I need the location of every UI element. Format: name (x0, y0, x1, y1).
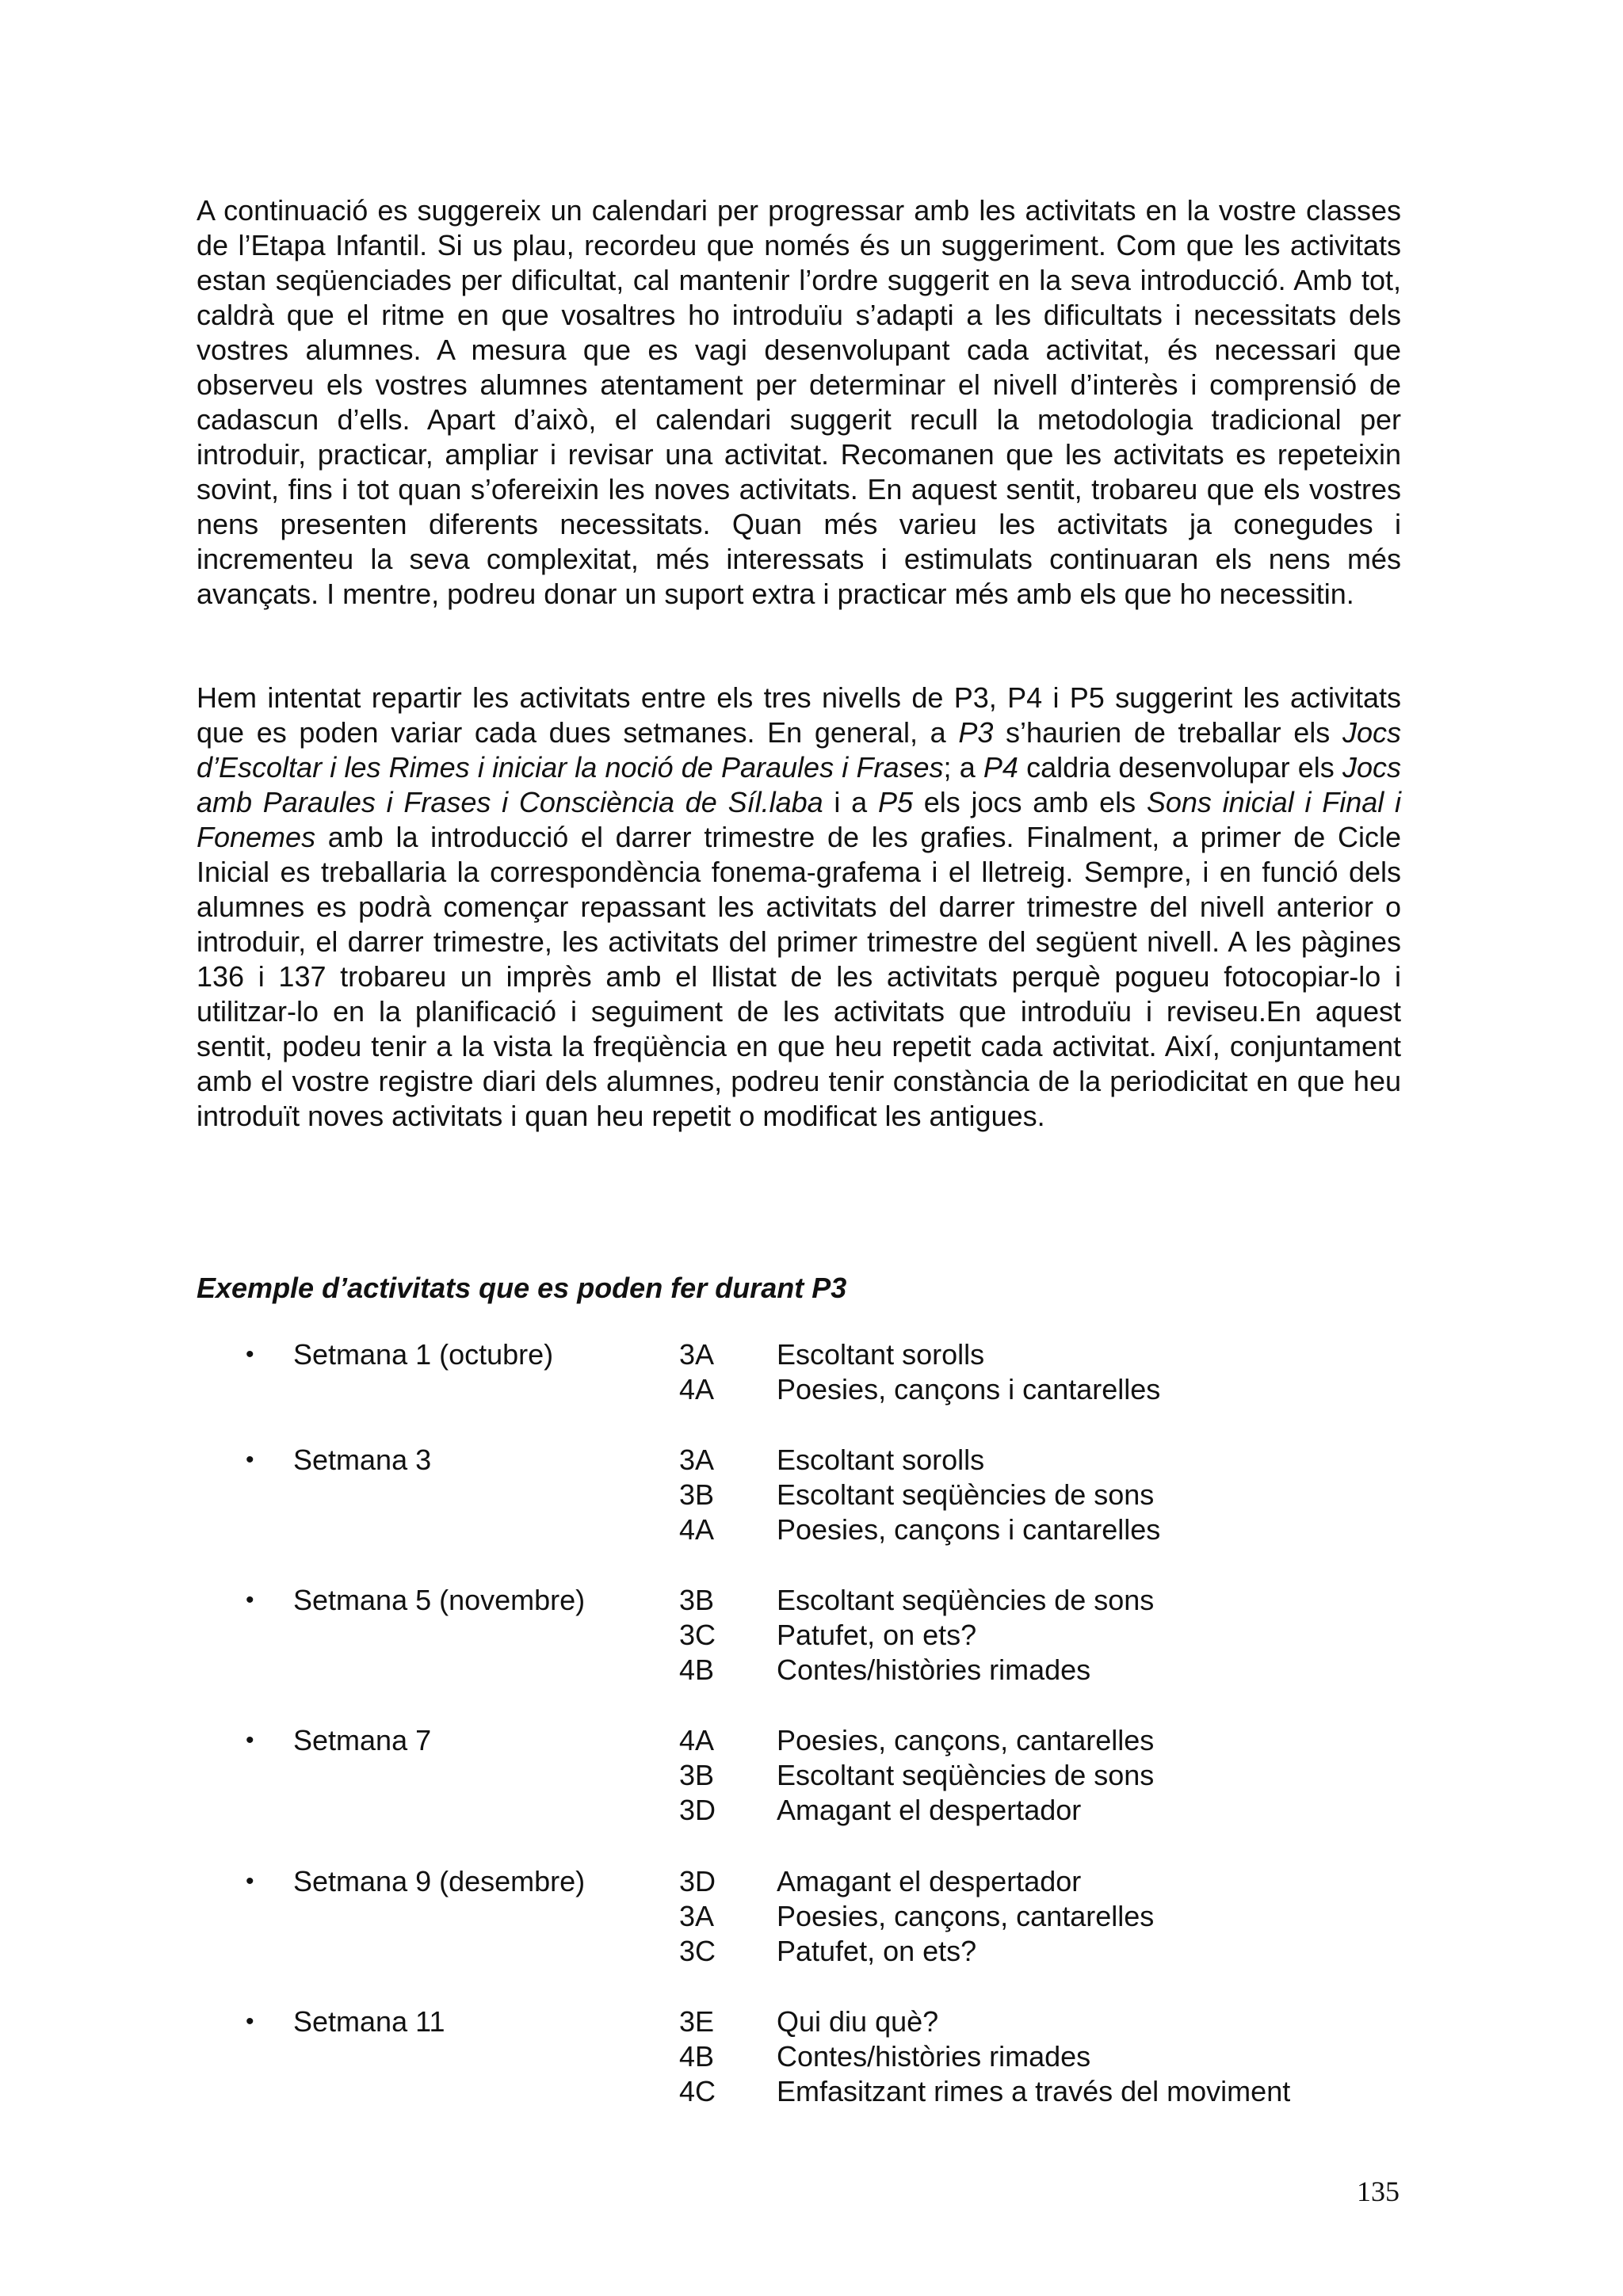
activity-name: Poesies, cançons, cantarelles (777, 1900, 1155, 1932)
italic-run: Sons inicial i Final i Fonemes (197, 786, 1401, 853)
activity-row (0, 1512, 1623, 1547)
activity-name: Emfasitzant rimes a través del moviment (777, 2075, 1291, 2107)
text-run: i a (823, 786, 878, 818)
bullet-icon: • (246, 1341, 254, 1367)
bullet-icon: • (246, 1868, 254, 1894)
activity-name: Qui diu què? (777, 2005, 939, 2038)
activity-row (0, 1583, 1623, 1618)
activity-name: Escoltant seqüències de sons (777, 1759, 1155, 1791)
activity-code: 3C (679, 1935, 716, 1967)
italic-run: P3 (958, 716, 994, 749)
activity-code: 3E (679, 2005, 715, 2038)
week-label: Setmana 7 (293, 1724, 432, 1756)
activity-code: 4C (679, 2075, 716, 2107)
activity-code: 4A (679, 1513, 715, 1546)
activity-name: Escoltant sorolls (777, 1444, 985, 1476)
page-number: 135 (1357, 2176, 1400, 2207)
text-run: caldria desenvolupar els (1018, 751, 1342, 784)
activity-code: 3B (679, 1478, 715, 1511)
activity-code: 3B (679, 1584, 715, 1616)
activity-name: Amagant el despertador (777, 1794, 1082, 1826)
activity-code: 3C (679, 1619, 716, 1651)
italic-run: Jocs amb Paraules i Frases i Consciència de Síl.laba (197, 751, 1402, 818)
activity-code: 4B (679, 2040, 715, 2073)
activity-name: Poesies, cançons, cantarelles (777, 1724, 1155, 1756)
activity-name: Contes/històries rimades (777, 2040, 1091, 2073)
text-run: els jocs amb els (912, 786, 1147, 818)
activity-row (0, 1478, 1623, 1512)
activity-code: 3B (679, 1759, 715, 1791)
activity-name: Contes/històries rimades (777, 1653, 1091, 1686)
bullet-icon: • (246, 2008, 254, 2035)
activity-row (0, 2039, 1623, 2074)
week-label: Setmana 5 (novembre) (293, 1584, 586, 1616)
bullet-icon: • (246, 1727, 254, 1753)
activity-code: 4B (679, 1653, 715, 1686)
activity-row (0, 2074, 1623, 2109)
schedule-heading: Exemple d’activitats que es poden fer durant P3 (197, 1272, 847, 1304)
activity-row (0, 1934, 1623, 1969)
intro-paragraph: A continuació es suggereix un calendari per progressar amb les activitats en la vostre classes de l’Etapa Infantil. Si us plau, recordeu que només és un suggeriment. Com que les activitats estan seqüenciades per dificultat, cal mantenir l’ordre suggerit en la seva introducció. Amb tot, caldrà que el ritme en que vosaltres ho introduïu s’adapti a les dificultats i necessitats dels vostres alumnes. A mesura que es vagi desenvolupant cada activitat, és necessari que observeu els vostres alumnes atentament per determinar el nivell d’interès i comprensió de cadascun d’ells. Apart d’això, el calendari suggerit recull la metodologia tradicional per introduir, practicar, ampliar i revisar una activitat. Recomanen que les activitats es repeteixin sovint, fins i tot quan s’ofereixin les noves activitats. En aquest sentit, trobareu que els vostres nens presenten diferents necessitats. Quan més varieu les activitats ja conegudes i incrementeu la seva complexitat, més interessats i estimulats continuaran els nens més avançats. I mentre, podreu donar un suport extra i practicar més amb els que ho necessitin. (197, 194, 1401, 610)
levels-paragraph (197, 681, 1401, 1134)
italic-run: Jocs d’Escoltar i les Rimes i iniciar la noció de Paraules i Frases (197, 716, 1401, 784)
activity-name: Poesies, cançons i cantarelles (777, 1513, 1161, 1546)
activity-row (0, 2004, 1623, 2039)
activity-row (0, 1372, 1623, 1407)
week-label: Setmana 9 (desembre) (293, 1865, 586, 1897)
week-label: Setmana 1 (octubre) (293, 1338, 554, 1371)
text-run: s’haurien de treballar els (993, 716, 1342, 749)
activity-row (0, 1899, 1623, 1934)
activity-row (0, 1723, 1623, 1758)
activity-row (0, 1653, 1623, 1688)
activity-row (0, 1864, 1623, 1899)
activity-row (0, 1337, 1623, 1372)
activity-name: Escoltant seqüències de sons (777, 1478, 1155, 1511)
activity-code: 3A (679, 1444, 715, 1476)
bullet-icon: • (246, 1447, 254, 1473)
activity-row (0, 1758, 1623, 1793)
activity-name: Escoltant seqüències de sons (777, 1584, 1155, 1616)
activity-code: 3A (679, 1338, 715, 1371)
activity-name: Patufet, on ets? (777, 1619, 977, 1651)
activity-row (0, 1793, 1623, 1828)
activity-name: Poesies, cançons i cantarelles (777, 1373, 1161, 1405)
activity-code: 3A (679, 1900, 715, 1932)
activity-name: Amagant el despertador (777, 1865, 1082, 1897)
bullet-icon: • (246, 1587, 254, 1613)
activity-name: Escoltant sorolls (777, 1338, 985, 1371)
activity-row (0, 1618, 1623, 1653)
activity-row (0, 1443, 1623, 1478)
text-run: ; a (943, 751, 983, 784)
italic-run: P4 (983, 751, 1018, 784)
text-run: amb la introducció el darrer trimestre de les grafies. Finalment, a primer de Cicle Inicial es treballaria la correspondència fonema-grafema i el lletreig. Sempre, i en funció dels alumnes es podrà començar repassant les activitats del darrer trimestre del nivell anterior o introduir, el darrer trimestre, les activitats del primer trimestre del següent nivell. A les pàgines 136 i 137 trobareu un imprès amb el llistat de les activitats perquè pogueu fotocopiar-lo i utilitzar-lo en la planificació i seguiment de les activitats que introduïu i reviseu.En aquest sentit, podeu tenir a la vista la freqüència en que heu repetit cada activitat. Així, conjuntament amb el vostre registre diari dels alumnes, podreu tenir constància de la periodicitat en que heu introduït noves activitats i quan heu repetit o modificat les antigues. (197, 821, 1401, 1132)
text-run: Hem intentat repartir les activitats entre els tres nivells de P3, P4 i P5 suggerint les activitats que es poden variar cada dues setmanes. En general, a (197, 681, 1401, 749)
activity-code: 4A (679, 1373, 715, 1405)
activity-name: Patufet, on ets? (777, 1935, 977, 1967)
week-label: Setmana 3 (293, 1444, 432, 1476)
week-label: Setmana 11 (293, 2005, 445, 2038)
italic-run: P5 (877, 786, 913, 818)
activity-code: 4A (679, 1724, 715, 1756)
activity-code: 3D (679, 1865, 716, 1897)
activity-code: 3D (679, 1794, 716, 1826)
